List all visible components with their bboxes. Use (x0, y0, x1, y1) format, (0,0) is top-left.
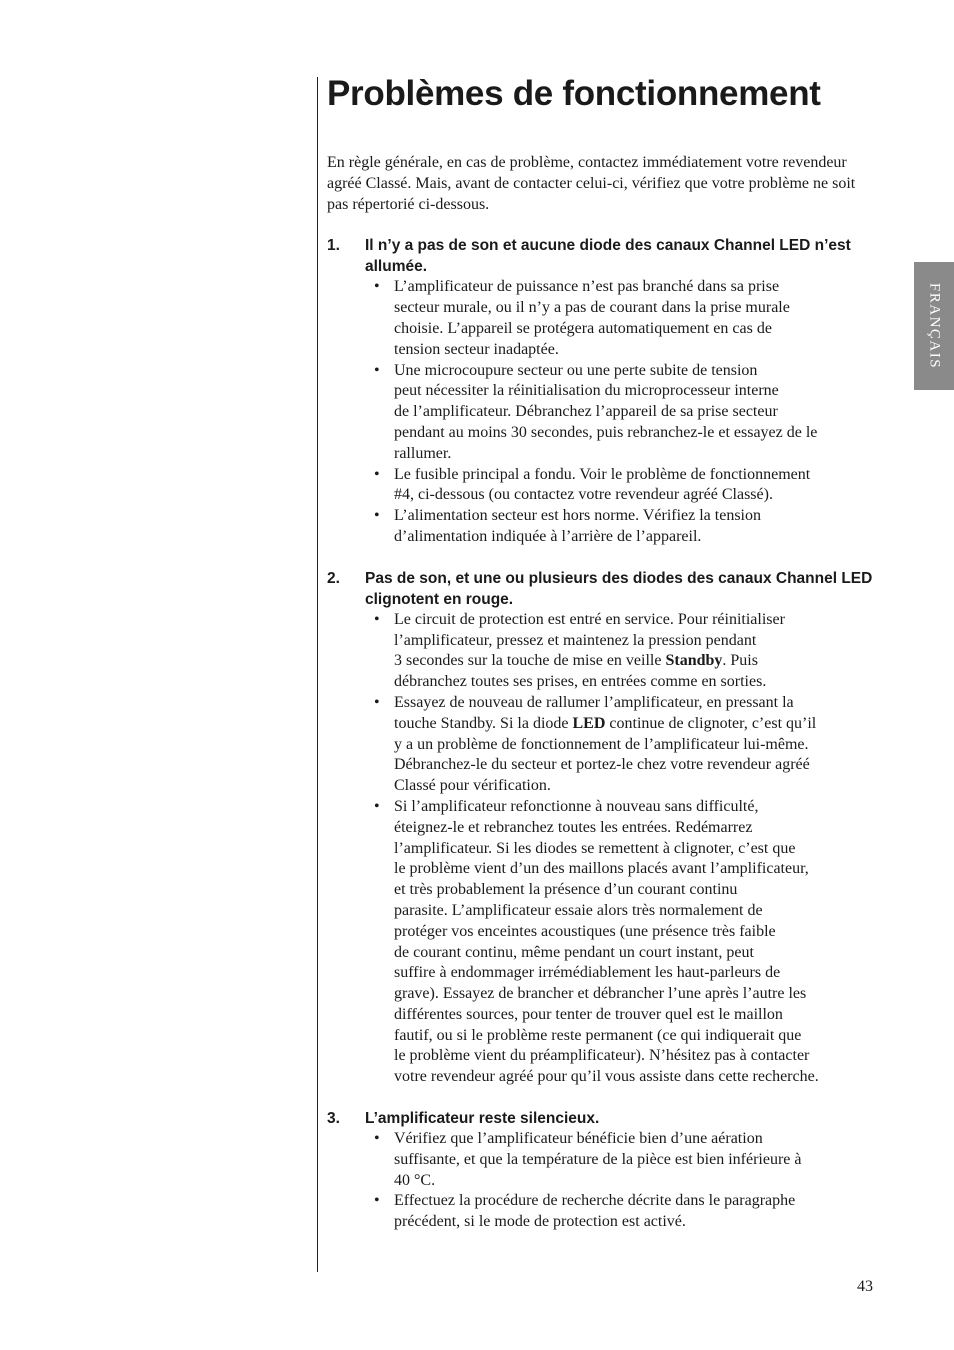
bullet-icon: • (374, 797, 380, 815)
page-content (327, 70, 879, 1233)
list-item-text: Si l’amplificateur refonctionne à nouveau sans difficulté, éteignez-le et rebranchez toutes les entrées. Redémarrez l’amplificateur. Si les diodes se remettent à clignoter, c’est que le problème vient d’un des maillons placés avant l’amplificateur, et très probablement la présence d’un courant continu parasite. L’amplificateur essaie alors très normalement de protéger vos enceintes acoustiques (une présence très faible de courant continu, même pendant un court instant, peut suffire à endommager irrémédiablement les haut-parleurs de grave). Essayez de brancher et débrancher l’une après l’autre les différentes sources, pour tenter de trouver quel est le maillon fautif, ou si le problème reste permanent (ce qui indiquerait que le problème vient du préamplificateur). N’hésitez pas à contacter votre revendeur agréé pour qu’il vous assiste dans cette recherche. (394, 797, 819, 1086)
section-heading (327, 568, 879, 610)
bullet-icon: • (374, 361, 380, 379)
list-item (374, 361, 879, 465)
list-item (374, 693, 879, 797)
list-item-text: L’amplificateur de puissance n’est pas branché dans sa prise secteur murale, ou il n’y a pas de courant dans la prise murale choisie. L’appareil se protégera automatiquement en cas de tension secteur inadaptée. (394, 278, 790, 358)
list-item (374, 465, 879, 507)
bullet-icon: • (374, 1130, 380, 1148)
list-item (374, 797, 879, 1088)
list-item (374, 610, 879, 693)
section-2 (327, 568, 879, 1088)
list-item (374, 506, 879, 548)
bullet-icon: • (374, 693, 380, 711)
list-item-text: L’alimentation secteur est hors norme. Vérifiez la tension d’alimentation indiquée à l’arrière de l’appareil. (394, 507, 761, 545)
bullet-list (327, 277, 879, 547)
bullet-icon: • (374, 507, 380, 525)
list-item-text: Effectuez la procédure de recherche décrite dans le paragraphe précédent, si le mode de protection est activé. (394, 1192, 796, 1231)
bullet-list (327, 1129, 879, 1233)
section-heading (327, 235, 879, 277)
language-tab (914, 262, 954, 390)
section-title: L’amplificateur reste silencieux. (365, 1110, 600, 1128)
list-item (374, 1191, 879, 1233)
list-item-text: Vérifiez que l’amplificateur bénéficie bien d’une aération suffisante, et que la température de la pièce est bien inférieure à 40 °C. (394, 1130, 802, 1189)
bullet-icon: • (374, 278, 380, 296)
bullet-icon: • (374, 610, 380, 628)
section-number: 1. (327, 237, 340, 255)
list-item-text: Une microcoupure secteur ou une perte subite de tension peut nécessiter la réinitialisation du microprocesseur interne de l’amplificateur. Débranchez l’appareil de sa prise secteur pendant au moins 30 secondes, puis rebranchez-le et essayez de le rallumer. (394, 361, 818, 462)
page-number: 43 (857, 1278, 873, 1295)
section-title: Il n’y a pas de son et aucune diode des canaux Channel LED n’est allumée. (365, 237, 851, 276)
section-number: 3. (327, 1110, 340, 1128)
list-item-text: Essayez de nouveau de rallumer l’amplificateur, en pressant la touche Standby. Si la diode LED continue de clignoter, c’est qu’il y a un problème de fonctionnement de l’amplificateur lui-même. Débranchez-le du secteur et portez-le chez votre revendeur agréé Classé pour vérification. (394, 693, 817, 795)
section-1 (327, 235, 879, 547)
language-tab-label: FRANÇAIS (926, 282, 943, 370)
section-heading (327, 1108, 879, 1129)
bullet-icon: • (374, 1192, 380, 1210)
list-item-text: Le fusible principal a fondu. Voir le problème de fonctionnement #4, ci-dessous (ou contactez votre revendeur agréé Classé). (394, 465, 811, 504)
list-item-text: Le circuit de protection est entré en service. Pour réinitialiser l’amplificateur, pressez et maintenez la pression pendant 3 secondes sur la touche de mise en veille Standby. Puis débranchez toutes ses prises, en entrées comme en sorties. (394, 610, 785, 691)
intro-paragraph: En règle générale, en cas de problème, contactez immédiatement votre revendeur agréé Classé. Mais, avant de contacter celui-ci, vérifiez que votre problème ne soit pas répertorié ci-dessous. (327, 154, 856, 213)
bullet-list (327, 610, 879, 1088)
section-3 (327, 1108, 879, 1233)
margin-rule (317, 77, 318, 1272)
list-item (374, 1129, 879, 1191)
section-title: Pas de son, et une ou plusieurs des diodes des canaux Channel LED clignotent en rouge. (365, 569, 873, 608)
section-number: 2. (327, 569, 340, 587)
list-item (374, 277, 879, 360)
page-title: Problèmes de fonctionnement (327, 74, 821, 113)
bullet-icon: • (374, 465, 380, 483)
